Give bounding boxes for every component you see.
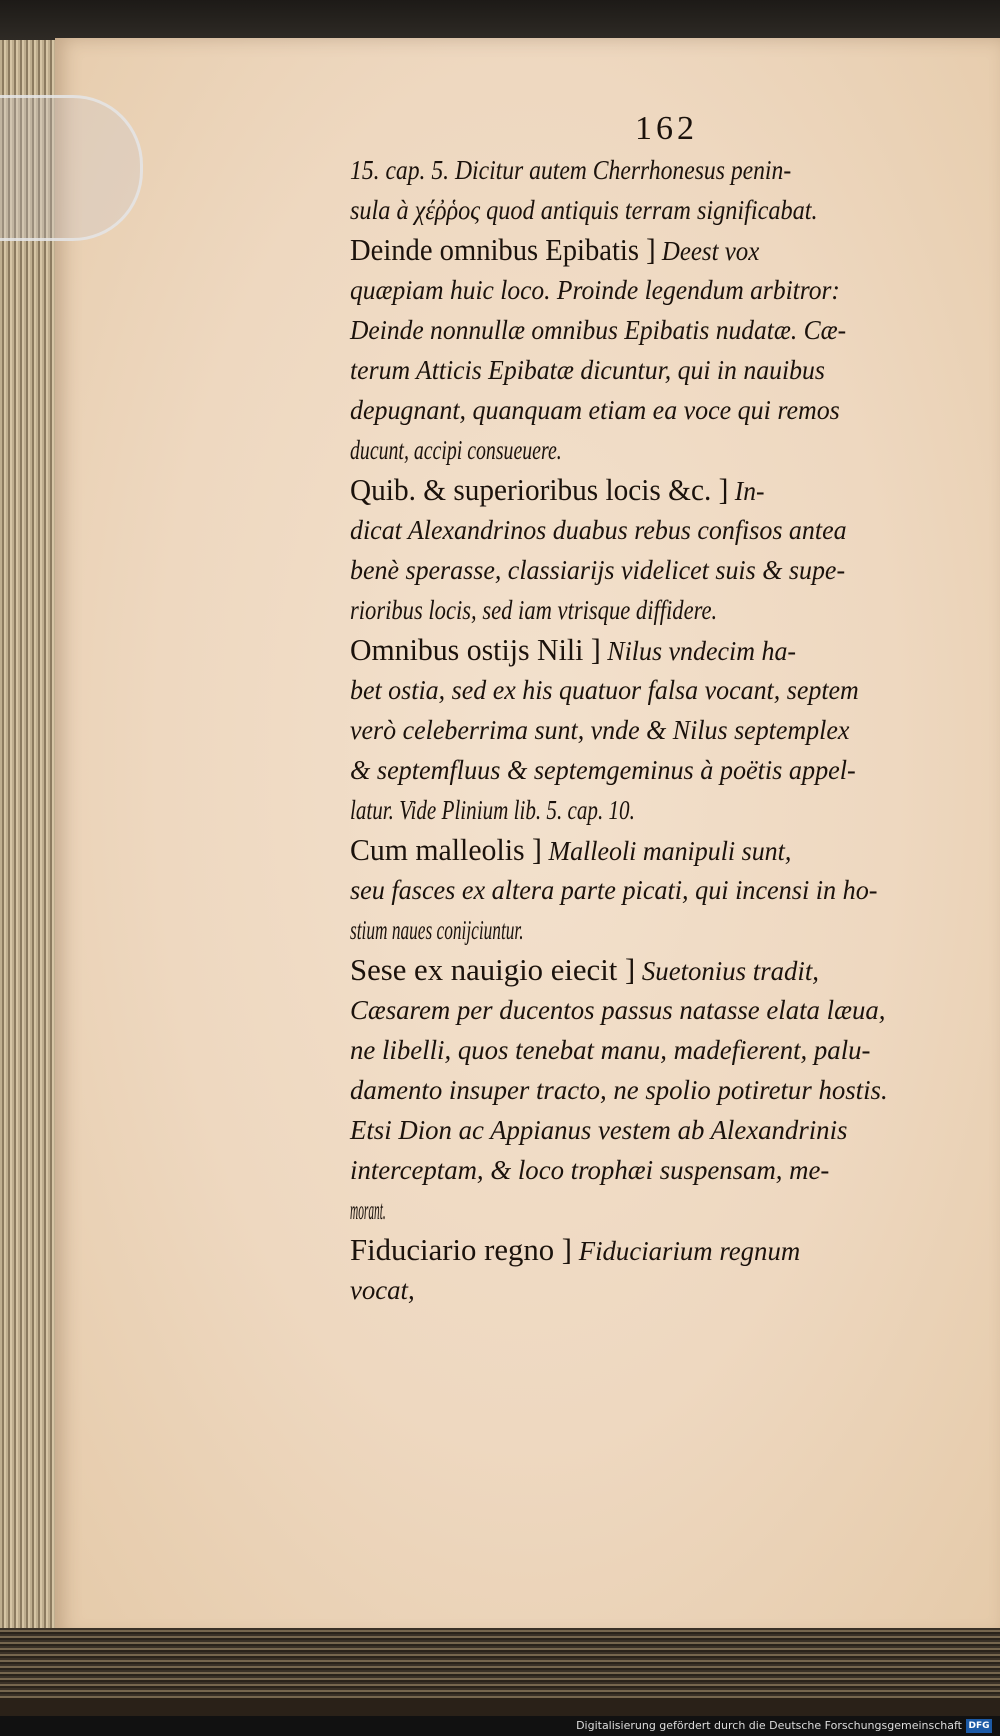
text-line	[350, 150, 910, 190]
text-line	[350, 430, 820, 470]
line-text: seu fasces ex altera parte picati, qui incensi in ho-	[350, 875, 878, 905]
line-text: Malleoli manipuli sunt,	[541, 836, 792, 866]
line-text: Fiduciarium regnum	[572, 1236, 801, 1266]
text-line	[350, 1190, 620, 1230]
book-clip	[0, 95, 143, 241]
line-text: vocat,	[350, 1275, 415, 1305]
text-line	[350, 950, 985, 990]
text-line	[350, 390, 965, 430]
text-line	[350, 1030, 985, 1070]
digitization-credit: Digitalisierung gefördert durch die Deutsche Forschungsgemeinschaft	[0, 1716, 1000, 1736]
line-text: rioribus locis, sed iam vtrisque diffidere.	[350, 595, 718, 625]
text-line	[350, 670, 965, 710]
text-line	[350, 270, 955, 310]
lemma: Sese ex nauigio eiecit ]	[350, 952, 636, 987]
text-line	[350, 350, 960, 390]
text-line	[350, 830, 965, 870]
lemma: Quib. & superioribus locis &c. ]	[350, 472, 729, 507]
line-text: latur. Vide Plinium lib. 5. cap. 10.	[350, 795, 635, 825]
text-line	[350, 230, 940, 270]
lemma: Fiduciario regno ]	[350, 1232, 573, 1267]
scan-background-top	[0, 0, 1000, 40]
line-text: Cæsarem per ducentos passus natasse elata læua,	[350, 995, 886, 1025]
line-text: verò celeberrima sunt, vnde & Nilus septemplex	[350, 715, 850, 745]
text-line	[350, 630, 965, 670]
text-line	[350, 470, 955, 510]
text-line	[350, 870, 970, 910]
text-line	[350, 310, 955, 350]
book-page-edges-bottom	[0, 1628, 1000, 1698]
text-line	[350, 710, 965, 750]
text-line	[350, 750, 970, 790]
line-text: stium naues conijciuntur.	[350, 915, 524, 945]
commentary-text	[350, 150, 990, 1310]
line-text: bet ostia, sed ex his quatuor falsa vocant, septem	[350, 675, 859, 705]
line-text: ne libelli, quos tenebat manu, madefierent, palu-	[350, 1035, 871, 1065]
book-page-edges-left	[0, 40, 62, 1660]
text-line	[350, 1270, 985, 1310]
line-text: sula à χέῤῥος quod antiquis terram significabat.	[350, 195, 818, 225]
line-text: damento insuper tracto, ne spolio potiretur hostis.	[350, 1075, 888, 1105]
text-line	[350, 910, 760, 950]
line-text: benè sperasse, classiarijs videlicet suis & supe-	[350, 555, 846, 585]
dfg-logo: DFG	[966, 1719, 992, 1733]
text-line	[350, 190, 925, 230]
text-line	[350, 510, 965, 550]
line-text: interceptam, & loco trophæi suspensam, me-	[350, 1155, 830, 1185]
line-text: Deinde nonnullæ omnibus Epibatis nudatæ. Cæ-	[350, 315, 847, 345]
line-text: dicat Alexandrinos duabus rebus confisos antea	[350, 515, 847, 545]
line-text: Suetonius tradit,	[635, 956, 819, 986]
lemma: Deinde omnibus Epibatis ]	[350, 232, 656, 267]
line-text: morant.	[350, 1195, 386, 1225]
text-line	[350, 1150, 985, 1190]
line-text: quæpiam huic loco. Proinde legendum arbitror:	[350, 275, 840, 305]
text-line	[350, 790, 850, 830]
text-line	[350, 550, 965, 590]
line-text: depugnant, quanquam etiam ea voce qui remos	[350, 395, 840, 425]
text-line	[350, 1230, 985, 1270]
text-line	[350, 1110, 985, 1150]
text-line	[350, 990, 985, 1030]
lemma: Cum malleolis ]	[350, 832, 542, 867]
line-text: In-	[728, 476, 765, 506]
lemma: Omnibus ostijs Nili ]	[350, 632, 601, 667]
text-line	[350, 590, 885, 630]
line-text: 15. cap. 5. Dicitur autem Cherrhonesus penin-	[350, 155, 792, 185]
line-text: ducunt, accipi consueuere.	[350, 435, 562, 465]
line-text: terum Atticis Epibatæ dicuntur, qui in nauibus	[350, 355, 825, 385]
line-text: Deest vox	[655, 236, 760, 266]
line-text: & septemfluus & septemgeminus à poëtis appel-	[350, 755, 856, 785]
line-text: Etsi Dion ac Appianus vestem ab Alexandrinis	[350, 1115, 848, 1145]
text-line	[350, 1070, 985, 1110]
line-text: Nilus vndecim ha-	[600, 636, 797, 666]
page-number: 162	[635, 110, 698, 147]
